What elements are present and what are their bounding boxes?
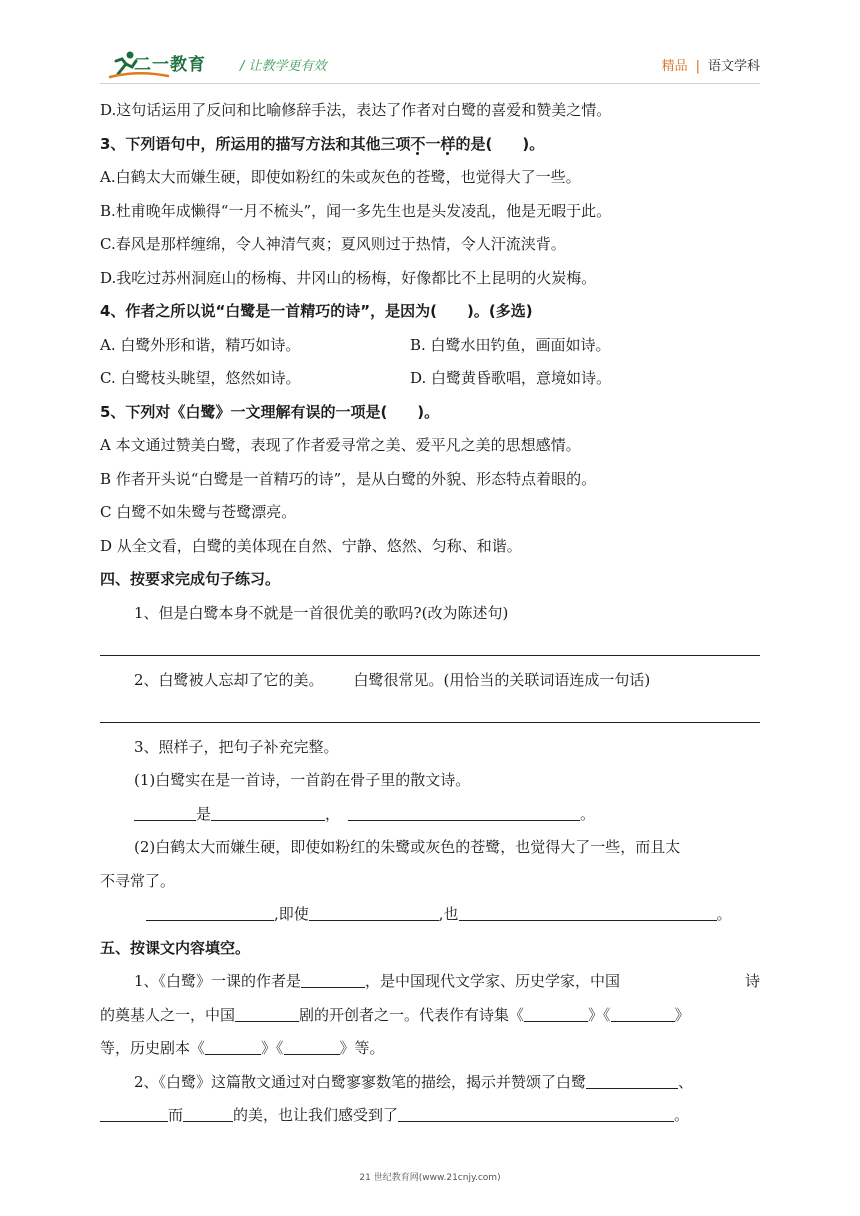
q4-option-c: C. 白鹭枝头眺望，悠然如诗。 — [100, 369, 301, 387]
s5-l3c: 》等。 — [339, 1039, 385, 1057]
s4-item-3-1-blanks — [100, 798, 760, 832]
s5-l1a: 1、《白鹭》一课的作者是 — [134, 972, 302, 990]
s5-l2b: 剧的开创者之一。代表作有诗集《 — [299, 1005, 525, 1024]
q4-options-ab — [100, 329, 760, 363]
s5-l3a: 等，历史剧本《 — [100, 1039, 206, 1057]
blank[interactable] — [211, 800, 325, 821]
s5-line-3 — [100, 1032, 760, 1066]
q4-title: 4、作者之所以说“白鹭是一首精巧的诗”，是因为( )。(多选) — [100, 302, 533, 320]
blank[interactable] — [398, 1101, 674, 1122]
blank[interactable] — [100, 1101, 168, 1122]
blank[interactable] — [309, 900, 439, 921]
quality-label: 精品 — [661, 59, 688, 74]
q3-option-a: A.白鹤太大而嫌生硬，即使如粉红的朱或灰色的苍鹭，也觉得大了一些。 — [100, 168, 581, 186]
q4-options-cd — [100, 362, 760, 396]
blank[interactable] — [235, 1001, 299, 1022]
s5-l2a: 的奠基人之一，中国 — [100, 1005, 236, 1024]
s5-l4a: 2、《白鹭》这篇散文通过对白鹭寥寥数笔的描绘，揭示并赞颂了白鹭 — [134, 1072, 587, 1091]
blank[interactable] — [586, 1068, 678, 1089]
s4-item-3: 3、照样子，把句子补充完整。 — [134, 737, 339, 756]
answer-line-1[interactable] — [100, 630, 760, 664]
label-ye: ,也 — [438, 905, 459, 923]
q5-option-d: D 从全文看，白鹭的美体现在自然、宁静、悠然、匀称、和谐。 — [100, 536, 522, 555]
q5-title: 5、下列对《白鹭》一文理解有误的一项是( )。 — [100, 402, 440, 421]
blank-author[interactable] — [301, 967, 365, 988]
s5-l5a: 而 — [168, 1106, 184, 1124]
s5-l1c: 诗 — [744, 972, 760, 990]
s5-l2d: 》 — [674, 1005, 690, 1024]
blank[interactable] — [183, 1101, 233, 1122]
label-jishi: ,即使 — [274, 905, 309, 923]
s5-line-5 — [100, 1099, 760, 1133]
q3-option-b: B.杜甫晚年成懒得“一月不梳头”，闻一多先生也是头发凌乱，他是无暇于此。 — [100, 201, 612, 220]
s4-item-3-1: (1)白鹭实在是一首诗，一首韵在骨子里的散文诗。 — [134, 771, 471, 789]
emphasis-dot-2: 样 — [440, 128, 455, 162]
blank[interactable] — [459, 900, 717, 921]
q3-title — [100, 128, 760, 162]
label-comma: ， — [325, 804, 341, 823]
q4-option-d: D. 白鹭黄昏歌唱，意境如诗。 — [410, 369, 612, 387]
blank[interactable] — [146, 900, 274, 921]
s5-line-2 — [100, 999, 760, 1033]
blank[interactable] — [348, 800, 580, 821]
s4-item-2-a: 2、白鹭被人忘却了它的美。 — [134, 670, 324, 689]
q4-option-b: B. 白鹭水田钓鱼，画面如诗。 — [410, 335, 611, 354]
q2-option-d: D.这句话运用了反问和比喻修辞手法，表达了作者对白鹭的喜爱和赞美之情。 — [100, 101, 612, 119]
s5-l4b: 、 — [678, 1072, 694, 1091]
q5-option-a: A 本文通过赞美白鹭，表现了作者爱寻常之美、爱平凡之美的思想感情。 — [100, 436, 581, 454]
q3-option-d: D.我吃过苏州洞庭山的杨梅、井冈山的杨梅，好像都比不上昆明的火炭梅。 — [100, 268, 597, 287]
s5-l2c: 》《 — [588, 1005, 611, 1024]
worksheet-body — [100, 94, 760, 1133]
header-right — [662, 55, 760, 74]
s5-l1b: ，是中国现代文学家、历史学家，中国 — [365, 972, 621, 990]
answer-line-2[interactable] — [100, 697, 760, 731]
s4-item-2 — [100, 664, 760, 698]
blank[interactable] — [611, 1001, 675, 1022]
q5-option-b: B 作者开头说“白鹭是一首精巧的诗”，是从白鹭的外貌、形态特点着眼的。 — [100, 469, 597, 488]
label-end: 。 — [580, 804, 596, 823]
blank[interactable] — [284, 1034, 340, 1055]
q3-option-c: C.春风是那样缠绵，令人神清气爽；夏风则过于热情，令人汗流浃背。 — [100, 235, 566, 253]
blank[interactable] — [524, 1001, 588, 1022]
q3-title-pre: 3、下列语句中，所运用的描写方法和其他三项 — [100, 134, 411, 153]
page-header — [100, 46, 760, 80]
s4-item-3-2: (2)白鹤太大而嫌生硬，即使如粉红的朱鹭或灰色的苍鹭，也觉得大了一些，而且太 — [134, 838, 681, 856]
q4-option-a: A. 白鹭外形和谐，精巧如诗。 — [100, 335, 301, 354]
divider: | — [695, 59, 700, 74]
s5-l3b: 》《 — [261, 1039, 284, 1057]
s4-item-3-2-cont: 不寻常了。 — [100, 871, 176, 890]
s5-l5c: 。 — [674, 1106, 690, 1124]
slogan: / 让教学更有效 — [240, 59, 327, 74]
q3-title-mid: 一 — [425, 134, 441, 153]
s5-line-1 — [100, 965, 760, 999]
label-end: 。 — [716, 905, 732, 923]
brand-name: 二一教育 — [134, 55, 206, 75]
s4-item-2-b: 白鹭很常见。(用恰当的关联词语连成一句话) — [353, 670, 651, 689]
s4-item-1: 1、但是白鹭本身不就是一首很优美的歌吗?(改为陈述句) — [134, 603, 509, 622]
s4-item-3-2-blanks — [100, 898, 760, 932]
section-5-title: 五、按课文内容填空。 — [100, 938, 251, 957]
s5-line-4 — [100, 1066, 760, 1100]
subject-label: 语文学科 — [707, 59, 760, 74]
label-shi: 是 — [196, 804, 212, 823]
s5-l5b: 的美，也让我们感受到了 — [233, 1106, 399, 1124]
header-divider — [100, 83, 760, 84]
blank[interactable] — [134, 800, 196, 821]
section-4-title: 四、按要求完成句子练习。 — [100, 570, 281, 588]
blank[interactable] — [205, 1034, 261, 1055]
emphasis-dot-1: 不 — [410, 128, 425, 162]
page-footer: 21 世纪教育网(www.21cnjy.com) — [359, 1173, 501, 1183]
q5-option-c: C 白鹭不如朱鹭与苍鹭漂亮。 — [100, 503, 297, 521]
q3-title-post: 的是( )。 — [455, 134, 545, 153]
